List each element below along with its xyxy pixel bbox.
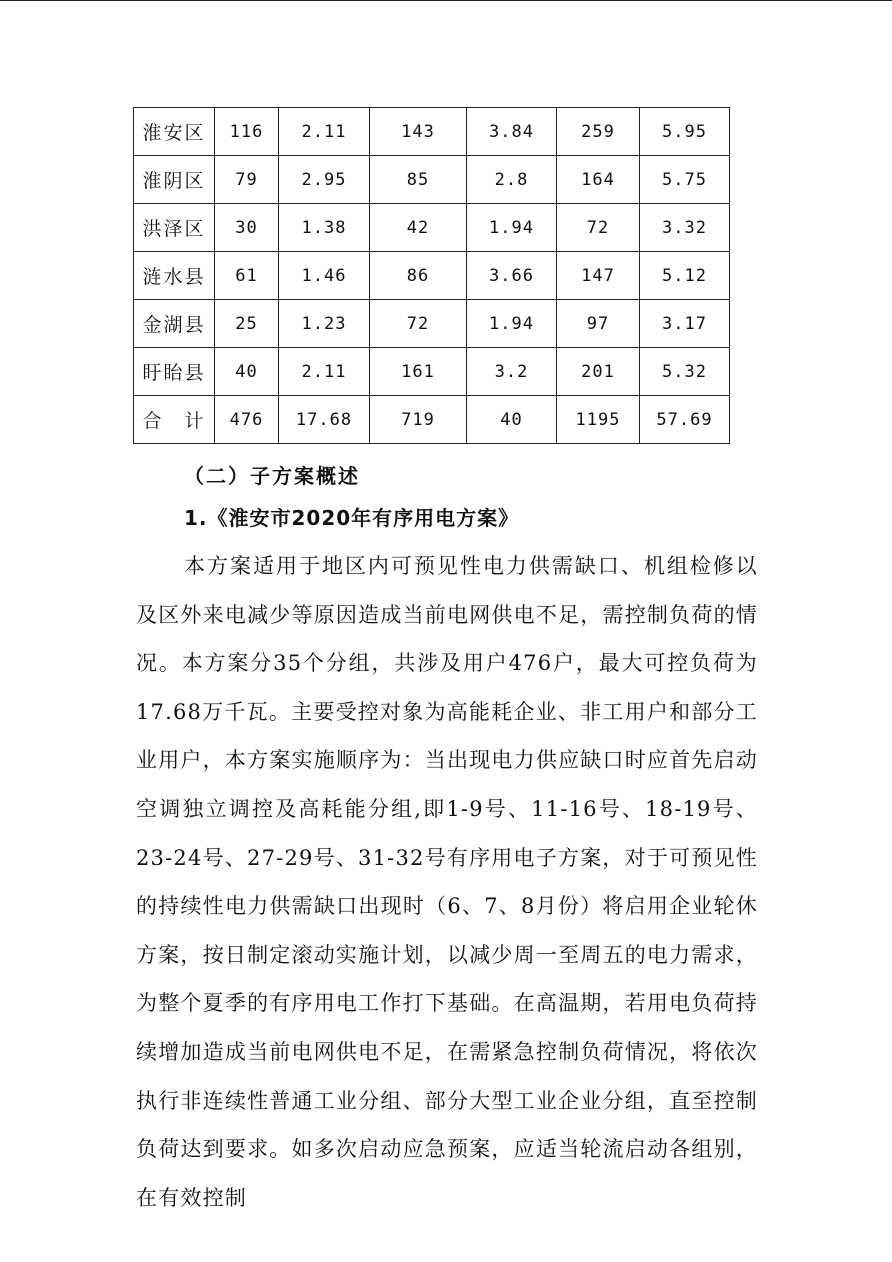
table-row bbox=[134, 156, 730, 204]
value-cell: 5.32 bbox=[640, 348, 730, 396]
value-cell: 1.94 bbox=[467, 204, 557, 252]
value-cell: 5.95 bbox=[640, 108, 730, 156]
table-row bbox=[134, 252, 730, 300]
section-heading: （二）子方案概述 bbox=[184, 464, 360, 488]
value-cell: 2.11 bbox=[279, 348, 370, 396]
district-name-cell: 合 计 bbox=[134, 396, 215, 444]
value-cell: 259 bbox=[557, 108, 640, 156]
value-cell: 1.46 bbox=[279, 252, 370, 300]
district-name-cell: 涟水县 bbox=[134, 252, 215, 300]
body-paragraph: 本方案适用于地区内可预见性电力供需缺口、机组检修以及区外来电减少等原因造成当前电网供电不足，需控制负荷的情况。本方案分35个分组，共涉及用户476户，最大可控负荷为17.68万千瓦。主要受控对象为高能耗企业、非工用户和部分工业用户，本方案实施顺序为：当出现电力供应缺口时应首先启动空调独立调控及高耗能分组,即1-9号、11-16号、18-19号、23-24号、27-29号、31-32号有序用电子方案，对于可预见性的持续性电力供需缺口出现时（6、7、8月份）将启用企业轮休方案，按日制定滚动实施计划，以减少周一至周五的电力需求，为整个夏季的有序用电工作打下基础。在高温期，若用电负荷持续增加造成当前电网供电不足，在需紧急控制负荷情况，将依次执行非连续性普通工业分组、部分大型工业企业分组，直至控制负荷达到要求。如多次启动应急预案，应适当轮流启动各组别，在有效控制 bbox=[136, 554, 758, 1210]
value-cell: 79 bbox=[215, 156, 279, 204]
value-cell: 3.32 bbox=[640, 204, 730, 252]
value-cell: 1.94 bbox=[467, 300, 557, 348]
value-cell: 40 bbox=[215, 348, 279, 396]
table-row bbox=[134, 108, 730, 156]
value-cell: 40 bbox=[467, 396, 557, 444]
value-cell: 2.8 bbox=[467, 156, 557, 204]
value-cell: 719 bbox=[370, 396, 467, 444]
value-cell: 25 bbox=[215, 300, 279, 348]
value-cell: 72 bbox=[370, 300, 467, 348]
value-cell: 17.68 bbox=[279, 396, 370, 444]
load-data-table bbox=[133, 107, 730, 444]
value-cell: 3.66 bbox=[467, 252, 557, 300]
value-cell: 2.95 bbox=[279, 156, 370, 204]
district-name-cell: 金湖县 bbox=[134, 300, 215, 348]
value-cell: 1.23 bbox=[279, 300, 370, 348]
value-cell: 476 bbox=[215, 396, 279, 444]
page-top-border bbox=[0, 0, 892, 1]
value-cell: 42 bbox=[370, 204, 467, 252]
value-cell: 2.11 bbox=[279, 108, 370, 156]
value-cell: 164 bbox=[557, 156, 640, 204]
value-cell: 85 bbox=[370, 156, 467, 204]
district-name-cell: 淮阴区 bbox=[134, 156, 215, 204]
value-cell: 72 bbox=[557, 204, 640, 252]
value-cell: 201 bbox=[557, 348, 640, 396]
table-row bbox=[134, 204, 730, 252]
district-name-cell: 洪泽区 bbox=[134, 204, 215, 252]
value-cell: 161 bbox=[370, 348, 467, 396]
value-cell: 147 bbox=[557, 252, 640, 300]
value-cell: 1195 bbox=[557, 396, 640, 444]
value-cell: 57.69 bbox=[640, 396, 730, 444]
value-cell: 86 bbox=[370, 252, 467, 300]
table-row bbox=[134, 348, 730, 396]
district-name-cell: 淮安区 bbox=[134, 108, 215, 156]
value-cell: 5.75 bbox=[640, 156, 730, 204]
value-cell: 3.2 bbox=[467, 348, 557, 396]
value-cell: 1.38 bbox=[279, 204, 370, 252]
table-body bbox=[134, 108, 730, 444]
table-row bbox=[134, 300, 730, 348]
value-cell: 3.17 bbox=[640, 300, 730, 348]
value-cell: 61 bbox=[215, 252, 279, 300]
district-name-cell: 盱眙县 bbox=[134, 348, 215, 396]
table-row bbox=[134, 396, 730, 444]
subsection-heading: 1.《淮安市2020年有序用电方案》 bbox=[184, 506, 520, 530]
value-cell: 3.84 bbox=[467, 108, 557, 156]
value-cell: 143 bbox=[370, 108, 467, 156]
value-cell: 30 bbox=[215, 204, 279, 252]
value-cell: 97 bbox=[557, 300, 640, 348]
value-cell: 116 bbox=[215, 108, 279, 156]
document-body bbox=[136, 458, 758, 1222]
value-cell: 5.12 bbox=[640, 252, 730, 300]
